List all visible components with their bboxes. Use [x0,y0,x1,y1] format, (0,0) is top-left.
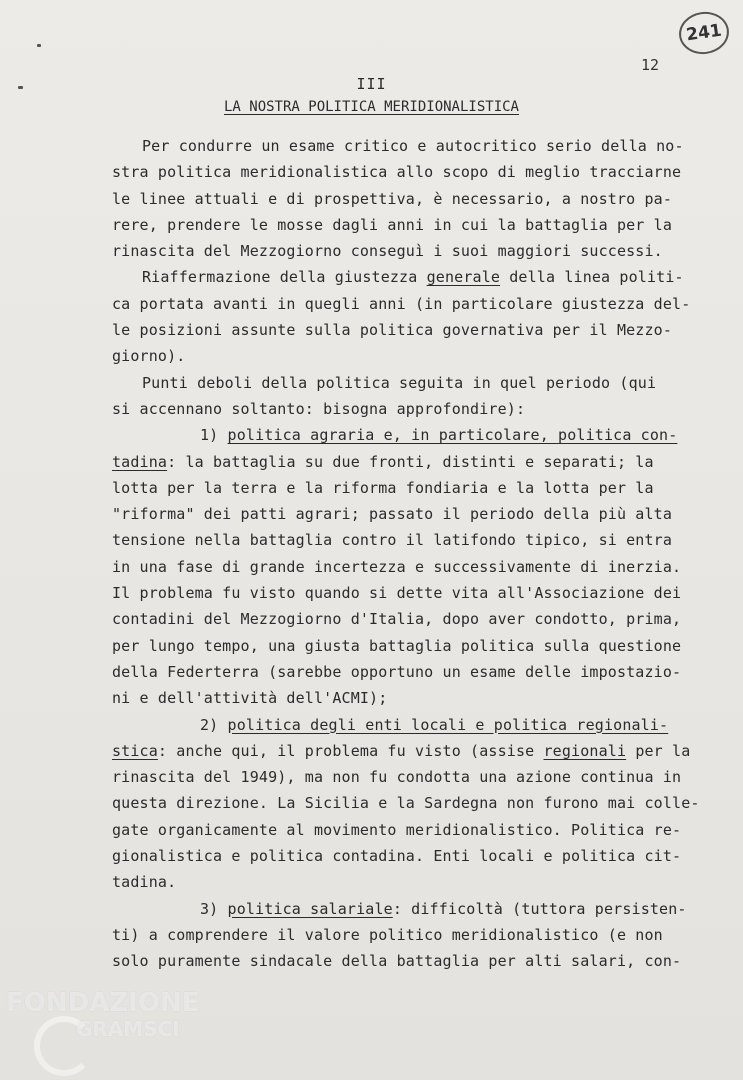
text-segment: della Federterra (sarebbe opportuno un esame delle impostazio- [112,662,682,681]
text-line [112,370,672,396]
text-line [112,264,684,290]
text-line [112,317,672,343]
text-line [112,790,700,816]
text-line [112,948,682,974]
text-segment: si accennano soltanto: bisogna approfondire): [112,399,526,418]
text-segment: Per condurre un esame critico e autocritico serio della no- [142,137,684,155]
text-line [112,817,682,843]
watermark [6,990,199,1042]
text-segment: in una fase di grande incertezza e successivamente di inerzia. [112,557,682,576]
underlined-text: tadina [112,452,168,471]
text-line [112,133,684,159]
text-segment: 1) [200,426,228,445]
text-segment: questa direzione. La Sicilia e la Sardegna non furono mai colle- [112,794,700,813]
text-line [112,186,672,212]
text-segment: : la battaglia su due fronti, distinti e separati; la [167,452,654,471]
text-segment: Punti deboli della politica seguita in quel periodo (qui [142,373,657,392]
text-segment: : anche qui, il problema fu visto (assise [157,741,544,760]
text-segment: lotta per la terra e la riforma fondiaria e la lotta per la [112,478,654,497]
text-line [112,606,682,632]
text-line [112,633,682,659]
text-line [112,422,678,448]
watermark-line1: FONDAZIONE [6,988,200,1018]
text-line [112,343,672,369]
text-line [112,554,682,580]
text-segment: gionalistica e politica contadina. Enti locali e politica cit- [112,847,682,866]
text-segment: per lungo tempo, una giusta battaglia politica sulla questione [112,636,682,655]
text-segment: : difficoltà (tuttora persisten- [392,899,687,918]
body-text [112,133,700,975]
text-line [112,764,682,790]
text-line [112,475,672,501]
underlined-text: generale [426,268,501,287]
archive-stamp [676,9,731,58]
text-segment: ca portata avanti in quegli anni (in particolare giustezza del- [112,294,691,313]
text-segment: 2) [200,715,228,734]
stamp-number: 241 [685,20,723,46]
text-line [112,501,672,527]
page-number: 12 [641,56,660,74]
margin-mark [37,44,41,47]
text-line [112,212,672,238]
underlined-text: politica degli enti locali e politica regionali- [227,715,669,734]
text-line [112,396,672,422]
text-line [112,659,682,685]
text-line [112,712,672,738]
text-line [112,449,672,475]
text-line [112,869,672,895]
watermark-line2: GRAMSCI [76,1017,180,1041]
text-segment: rere, prendere le mosse dagli anni in cui la battaglia per la [112,215,673,234]
underlined-text: stica [112,741,158,760]
underlined-text: politica agraria e, in particolare, politica con- [227,426,678,445]
text-line [112,922,672,948]
text-segment: 3) [200,899,228,918]
text-segment: contadini del Mezzogiorno d'Italia, dopo aver condotto, prima, [112,610,682,629]
text-line [112,527,672,553]
text-segment: solo puramente sindacale della battaglia per alti salari, con- [112,952,682,971]
underlined-text: politica salariale [227,899,393,918]
text-line [112,685,672,711]
text-line [112,580,682,606]
text-line [112,238,672,264]
text-segment: tensione nella battaglia contro il latifondo tipico, si entra [112,531,673,550]
text-segment: le posizioni assunte sulla politica governativa per il Mezzo- [112,321,673,340]
text-segment: giorno). [112,347,186,366]
text-segment: ti) a comprendere il valore politico meridionalistico (e non [112,925,663,944]
text-line [112,843,682,869]
text-segment: "riforma" dei patti agrari; passato il periodo della più alta [112,505,673,524]
text-segment: della linea politi- [500,268,684,287]
text-segment: gate organicamente al movimento meridionalistico. Politica re- [112,820,682,839]
text-line [112,159,682,185]
chapter-number: III [356,75,387,93]
text-segment: Il problema fu visto quando si dette vita all'Associazione dei [112,584,682,603]
text-line [112,896,687,922]
text-segment: rinascita del 1949), ma non fu condotta una azione continua in [112,768,682,787]
text-segment: per la [626,741,691,760]
text-segment: Riaffermazione della giustezza [142,268,427,287]
text-segment: le linee attuali e di prospettiva, è necessario, a nostro pa- [112,189,673,208]
text-line [112,291,691,317]
text-segment: rinascita del Mezzogiorno conseguì i suoi maggiori successi. [112,242,663,261]
text-segment: tadina. [112,873,177,892]
page-title: LA NOSTRA POLITICA MERIDIONALISTICA [223,99,519,115]
text-segment: stra politica meridionalistica allo scopo di meglio tracciarne [112,163,682,182]
text-line [112,738,691,764]
text-segment: ni e dell'attività dell'ACMI); [112,689,388,708]
underlined-text: regionali [543,741,627,760]
